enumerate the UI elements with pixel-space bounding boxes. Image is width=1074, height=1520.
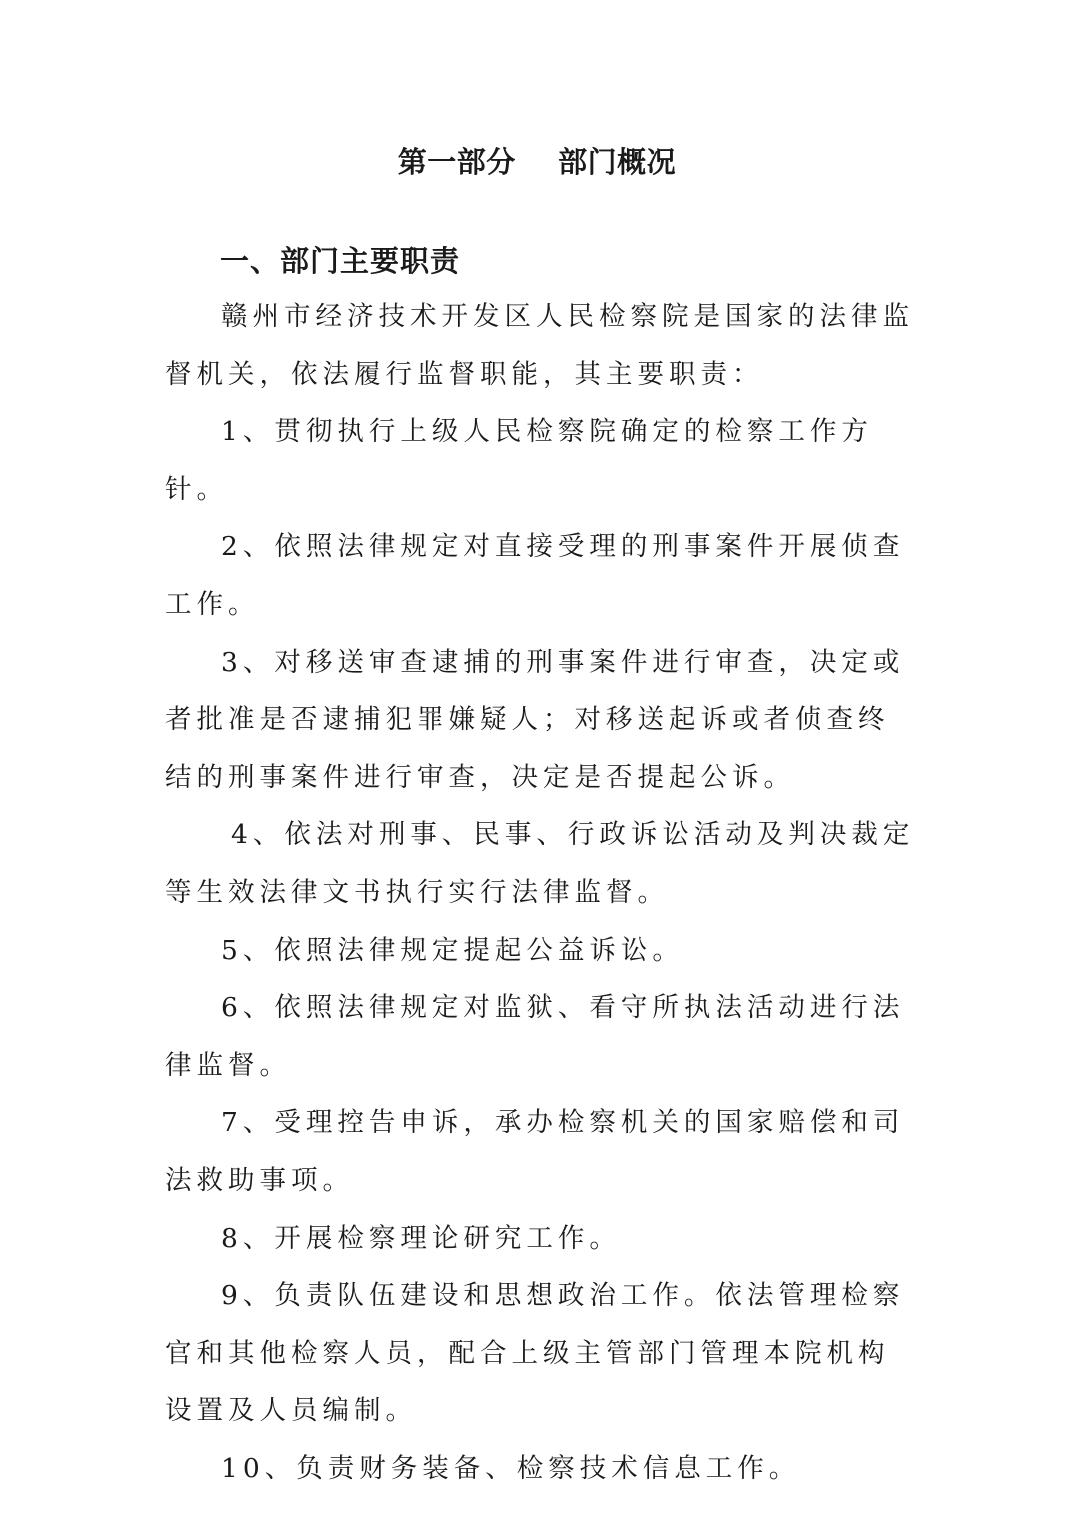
duty-item-9: 9、负责队伍建设和思想政治工作。依法管理检察官和其他检察人员，配合上级主管部门管理本院机构设置及人员编制。: [165, 1280, 905, 1427]
duty-item-7: 7、受理控告申诉，承办检察机关的国家赔偿和司法救助事项。: [165, 1107, 905, 1196]
duty-item-5: 5、依照法律规定提起公益诉讼。: [221, 934, 684, 966]
duty-item-10: 10、负责财务装备、检察技术信息工作。: [221, 1452, 801, 1484]
part-title: 第一部分 部门概况: [397, 145, 677, 179]
duty-item-3: 3、对移送审查逮捕的刑事案件进行审查，决定或者批准是否逮捕犯罪嫌疑人；对移送起诉或者侦查终结的刑事案件进行审查，决定是否提起公诉。: [165, 646, 905, 793]
duty-item-8: 8、开展检察理论研究工作。: [221, 1222, 621, 1254]
duties-body: [165, 288, 915, 1497]
section-heading: 一、部门主要职责: [220, 244, 461, 278]
intro-paragraph: 赣州市经济技术开发区人民检察院是国家的法律监督机关，依法履行监督职能，其主要职责：: [165, 301, 914, 390]
duty-item-4: 4、依法对刑事、民事、行政诉讼活动及判决裁定等生效法律文书执行实行法律监督。: [165, 819, 915, 908]
duty-item-2: 2、依照法律规定对直接受理的刑事案件开展侦查工作。: [165, 531, 905, 620]
duty-item-1: 1、贯彻执行上级人民检察院确定的检察工作方针。: [165, 416, 873, 505]
duty-item-6: 6、依照法律规定对监狱、看守所执法活动进行法律监督。: [165, 992, 905, 1081]
